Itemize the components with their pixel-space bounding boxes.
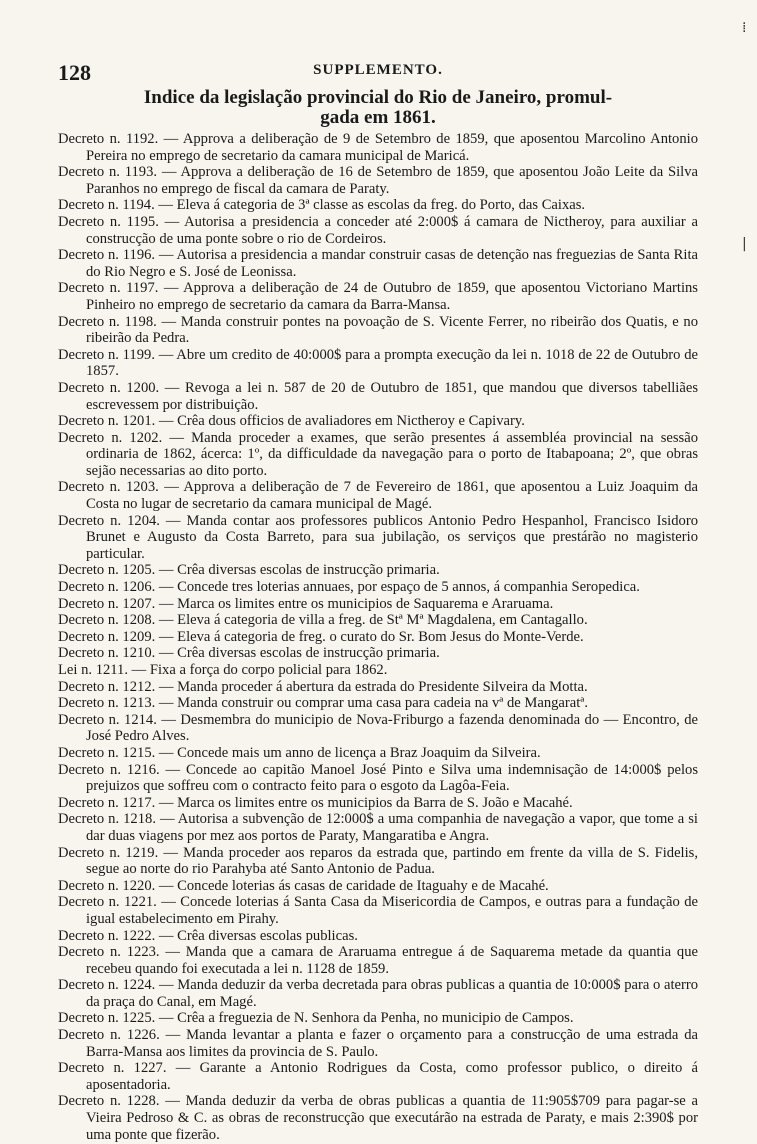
- margin-mark: |: [742, 236, 747, 252]
- decree-entry: Decreto n. 1209. — Eleva á categoria de freg. o curato do Sr. Bom Jesus do Monte-Verde.: [58, 628, 584, 645]
- decree-entry: Decreto n. 1226. — Manda levantar a planta e fazer o orçamento para a construcção de uma estrada da Barra-Mansa aos limites da provincia de S. Paulo.: [58, 1027, 698, 1060]
- decree-entry: Decreto n. 1217. — Marca os limites entre os municipios da Barra de S. João e Macahé.: [58, 794, 573, 811]
- title-line-1: Indice da legislação provincial do Rio de Janeiro, promul-: [143, 87, 613, 108]
- decree-entry: Decreto n. 1223. — Manda que a camara de Araruama entregue á de Saquarema metade da quantia que recebeu quando foi executada a lei n. 1128 de 1859.: [58, 944, 698, 977]
- decree-entry: Decreto n. 1227. — Garante a Antonio Rodrigues da Costa, como professor publico, o direito á aposentadoria.: [58, 1060, 698, 1093]
- decree-entry: Decreto n. 1197. — Approva a deliberação de 24 de Outubro de 1859, que aposentou Victoriano Martins Pinheiro no emprego de secretario da camara da Barra-Mansa.: [58, 280, 698, 313]
- decree-entry: Decreto n. 1212. — Manda proceder á abertura da estrada do Presidente Silveira da Motta.: [58, 678, 588, 695]
- decree-entry: Decreto n. 1207. — Marca os limites entre os municipios de Saquarema e Araruama.: [58, 595, 554, 612]
- title-line-2: gada em 1861.: [320, 107, 436, 128]
- running-title: SUPPLEMENTO.: [313, 62, 443, 78]
- decree-entry: Decreto n. 1206. — Concede tres loterias annuaes, por espaço de 5 annos, á companhia Seropedica.: [58, 579, 640, 596]
- decree-entry: Decreto n. 1215. — Concede mais um anno de licença a Braz Joaquim da Silveira.: [58, 744, 541, 761]
- decree-entry: Decreto n. 1192. — Approva a deliberação de 9 de Setembro de 1859, que aposentou Marcolino Antonio Pereira no emprego de secretario da camara municipal de Maricá.: [58, 131, 698, 164]
- decree-entry: Decreto n. 1203. — Approva a deliberação de 7 de Fevereiro de 1861, que aposentou a Luiz Joaquim da Costa no lugar de secretario da camara municipal de Magé.: [58, 479, 698, 513]
- decree-entry: Decreto n. 1193. — Approva a deliberação de 16 de Setembro de 1859, que aposentou João Leite da Silva Paranhos no emprego de fiscal da camara de Paraty.: [58, 164, 698, 197]
- decree-entry: Decreto n. 1194. — Eleva á categoria de 3ª classe as escolas da freg. do Porto, das Caixas.: [58, 197, 586, 214]
- decree-entry: Decreto n. 1205. — Crêa diversas escolas de instrucção primaria.: [58, 562, 440, 579]
- decree-entry: Decreto n. 1213. — Manda construir ou comprar uma casa para cadeia na vª de Mangaratª.: [58, 695, 588, 712]
- decree-entry: Lei n. 1211. — Fixa a força do corpo policial para 1862.: [58, 662, 388, 678]
- decree-entry: Decreto n. 1214. — Desmembra do municipio de Nova-Friburgo a fazenda denominada do — Encontro, de José Pedro Alves.: [58, 711, 698, 745]
- decree-entry: Decreto n. 1224. — Manda deduzir da verba decretada para obras publicas a quantia de 10:000$ para o aterro da praça do Canal, em Magé.: [58, 977, 698, 1010]
- decree-entry: Decreto n. 1208. — Eleva á categoria de villa a freg. de Stª Mª Magdalena, em Cantagallo.: [58, 612, 588, 629]
- decree-entry: Decreto n. 1221. — Concede loterias á Santa Casa da Misericordia de Campos, e outras para a fundação de igual estabelecimento em Pirahy.: [58, 894, 698, 927]
- decree-entry: Decreto n. 1201. — Crêa dous officios de avaliadores em Nictheroy e Capivary.: [58, 413, 525, 430]
- decree-entry: Decreto n. 1204. — Manda contar aos professores publicos Antonio Pedro Hespanhol, Francisco Isidoro Brunet e Augusto da Costa Barreto, para sua jubilação, os serviços que prestárão no magisterio particular.: [58, 512, 698, 562]
- decree-entry: Decreto n. 1195. — Autorisa a presidencia a conceder até 2:000$ á camara de Nictheroy, para auxiliar a construcção de uma ponte sobre o rio de Cordeiros.: [58, 213, 698, 247]
- decree-entry: Decreto n. 1202. — Manda proceder a exames, que serão presentes á assembléa provincial na sessão ordinaria de 1862, ácerca: 1º, da difficuldade da navegação para o porto de Itabapoana; 2º, que obras sejão necessarias ao dito porto.: [58, 429, 698, 479]
- decree-entry: Decreto n. 1210. — Crêa diversas escolas de instrucção primaria.: [58, 645, 440, 662]
- decree-entry: Decreto n. 1216. — Concede ao capitão Manoel José Pinto e Silva uma indemnisação de 14:000$ pelos prejuizos que soffreu com o contracto feito para o esgoto da Lagôa-Feia.: [58, 761, 698, 795]
- decree-entry: Decreto n. 1222. — Crêa diversas escolas publicas.: [58, 927, 358, 944]
- decree-entry: Decreto n. 1219. — Manda proceder aos reparos da estrada que, partindo em frente da villa de S. Fidelis, segue ao norte do rio Parahyba até Santo Antonio de Padua.: [58, 844, 698, 878]
- page-header: [58, 60, 698, 84]
- page-number: 128: [58, 60, 91, 85]
- margin-mark: ⁞: [742, 20, 747, 36]
- decree-entry: Decreto n. 1199. — Abre um credito de 40:000$ para a prompta execução da lei n. 1018 de 22 de Outubro de 1857.: [58, 346, 698, 380]
- decree-entry: Decreto n. 1220. — Concede loterias ás casas de caridade de Itaguahy e de Macahé.: [58, 877, 549, 894]
- decree-entry: Decreto n. 1196. — Autorisa a presidencia a mandar construir casas de detenção nas freguezias de Santa Rita do Rio Negro e S. José de Leonissa.: [58, 247, 698, 280]
- decree-entry: Decreto n. 1228. — Manda deduzir da verba de obras publicas a quantia de 11:905$709 para pagar-se a Vieira Pedroso & C. as obras de reconstrucção que executárão na estrada de Paraty, e mais 2:390$ por uma ponte que fizerão.: [58, 1093, 698, 1143]
- decree-entry: Decreto n. 1198. — Manda construir pontes na povoação de S. Vicente Ferrer, no ribeirão dos Quatis, e no ribeirão da Pedra.: [58, 313, 698, 347]
- decree-entry: Decreto n. 1218. — Autorisa a subvenção de 12:000$ a uma companhia de navegação a vapor, que tome a si dar duas viagens por mez aos portos de Paraty, Mangaratiba e Angra.: [58, 811, 698, 844]
- decree-entry: Decreto n. 1200. — Revoga a lei n. 587 de 20 de Outubro de 1851, que mandou que diversos tabelliães escrevessem por distribuição.: [58, 379, 698, 413]
- decree-list: [58, 131, 698, 1143]
- section-title: [58, 88, 698, 128]
- decree-entry: Decreto n. 1225. — Crêa a freguezia de N. Senhora da Penha, no municipio de Campos.: [58, 1010, 574, 1027]
